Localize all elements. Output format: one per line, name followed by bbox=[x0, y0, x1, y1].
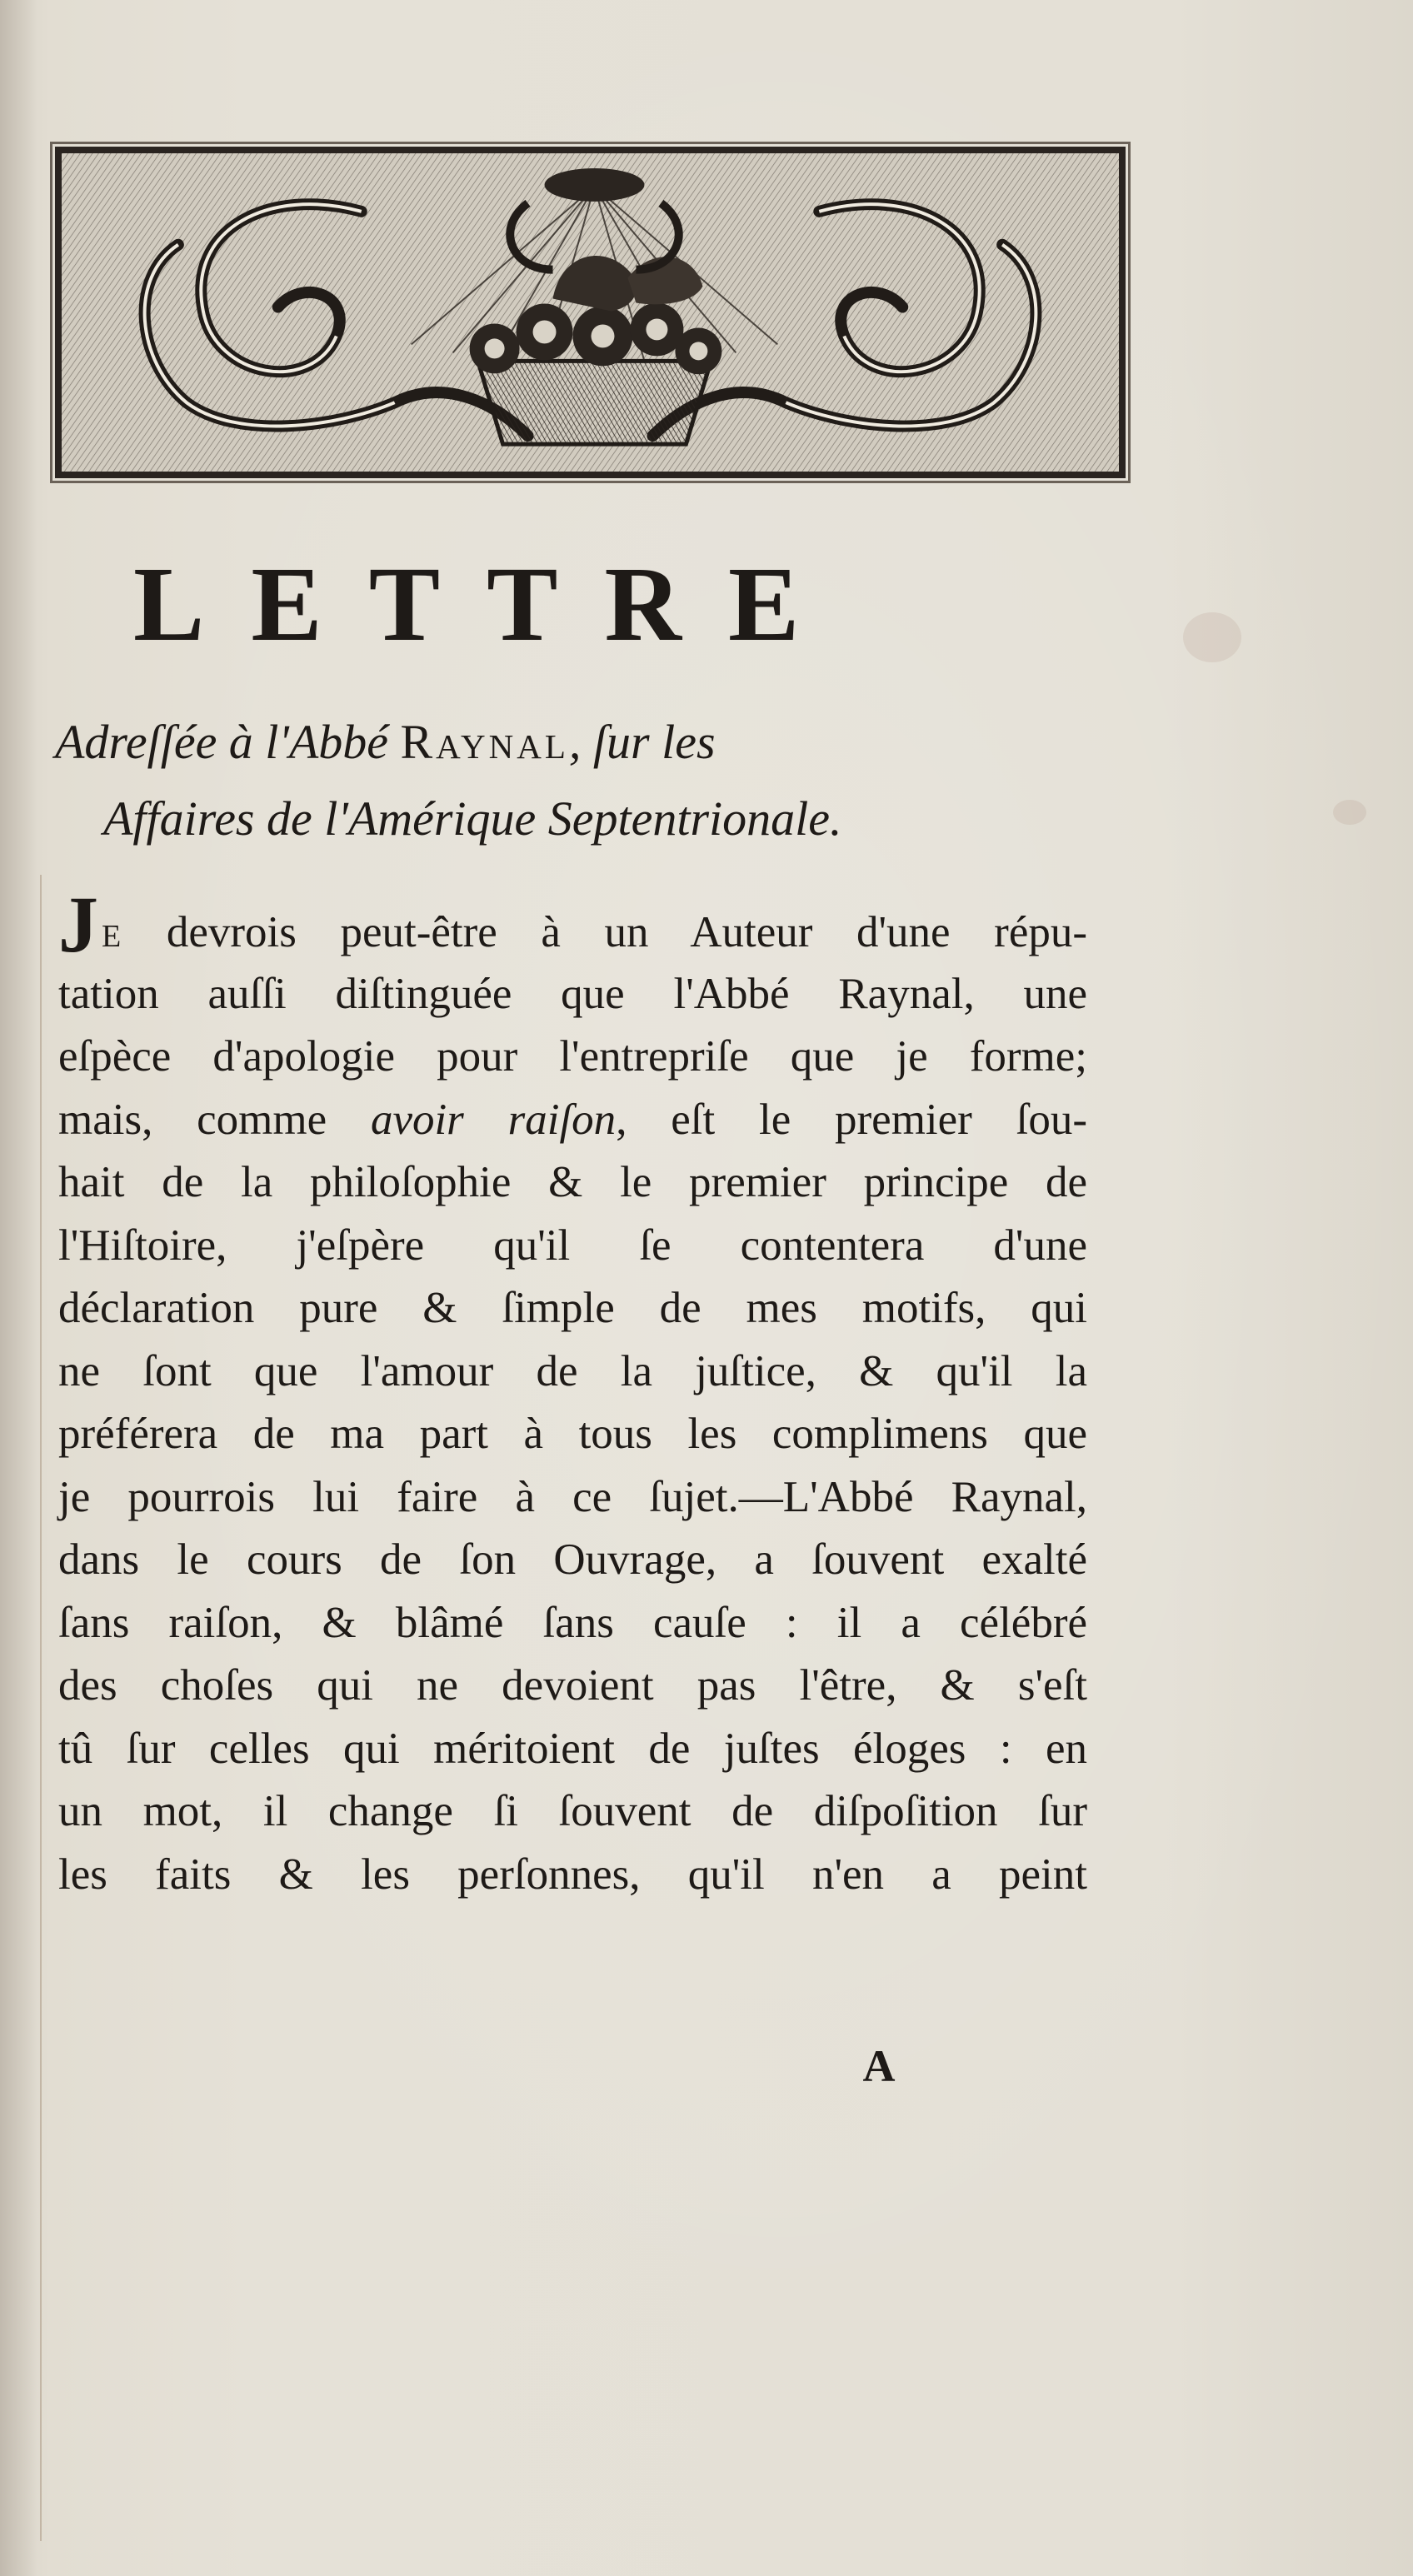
subtitle bbox=[55, 704, 1088, 857]
body-line: J E devrois peut-être à un Auteur d'une répu- bbox=[58, 880, 1087, 969]
body-line: l'Hiſtoire, j'eſpère qu'il ſe contentera d'une bbox=[58, 1221, 1087, 1270]
body-line: eſpèce d'apologie pour l'entrepriſe que je forme; bbox=[58, 1032, 1087, 1081]
body-line: un mot, il change ſi ſouvent de diſpoſition ſur bbox=[58, 1787, 1087, 1835]
subtitle-line-2: Affaires de l'Amérique Septentrionale. bbox=[103, 791, 842, 846]
body-line: tû ſur celles qui méritoient de juſtes éloges : en bbox=[58, 1724, 1087, 1773]
ornamental-headpiece bbox=[55, 147, 1126, 478]
signature-mark: A bbox=[862, 2041, 896, 2091]
headpiece-engraving bbox=[62, 153, 1119, 472]
body-line: des choſes qui ne devoient pas l'être, & s'eſt bbox=[58, 1661, 1087, 1710]
body-line: ne ſont que l'amour de la juſtice, & qu'il la bbox=[58, 1346, 1087, 1395]
body-line: déclaration pure & ſimple de mes motifs, qui bbox=[58, 1284, 1087, 1332]
body-line: tation auſſi diſtinguée que l'Abbé Raynal, une bbox=[58, 969, 1087, 1018]
body-text bbox=[58, 880, 1087, 1906]
body-line: je pourrois lui faire à ce ſujet.—L'Abbé Raynal, bbox=[58, 1472, 1087, 1521]
body-line: dans le cours de ſon Ouvrage, a ſouvent exalté bbox=[58, 1535, 1087, 1584]
subtitle-name: Raynal bbox=[400, 715, 569, 769]
paper-stain bbox=[1333, 800, 1366, 825]
first-word-rest: E bbox=[102, 919, 123, 954]
body-line: les faits & les perſonnes, qu'il n'en a peint bbox=[58, 1850, 1087, 1899]
body-line: ſans raiſon, & blâmé ſans cauſe : il a célébré bbox=[58, 1598, 1087, 1647]
italic-phrase: avoir raiſon bbox=[370, 1095, 617, 1144]
drop-cap: J bbox=[58, 880, 98, 969]
subtitle-suffix: , ſur les bbox=[568, 715, 716, 769]
body-line: mais, comme avoir raiſon, eſt le premier ſou- bbox=[58, 1095, 1087, 1144]
page-title: LETTRE bbox=[133, 545, 846, 663]
subtitle-prefix: Adreſſée à l'Abbé bbox=[55, 715, 401, 769]
paper-stain bbox=[1183, 612, 1241, 662]
body-line: préférera de ma part à tous les complimens que bbox=[58, 1410, 1087, 1458]
body-line: hait de la philoſophie & le premier principe de bbox=[58, 1158, 1087, 1206]
